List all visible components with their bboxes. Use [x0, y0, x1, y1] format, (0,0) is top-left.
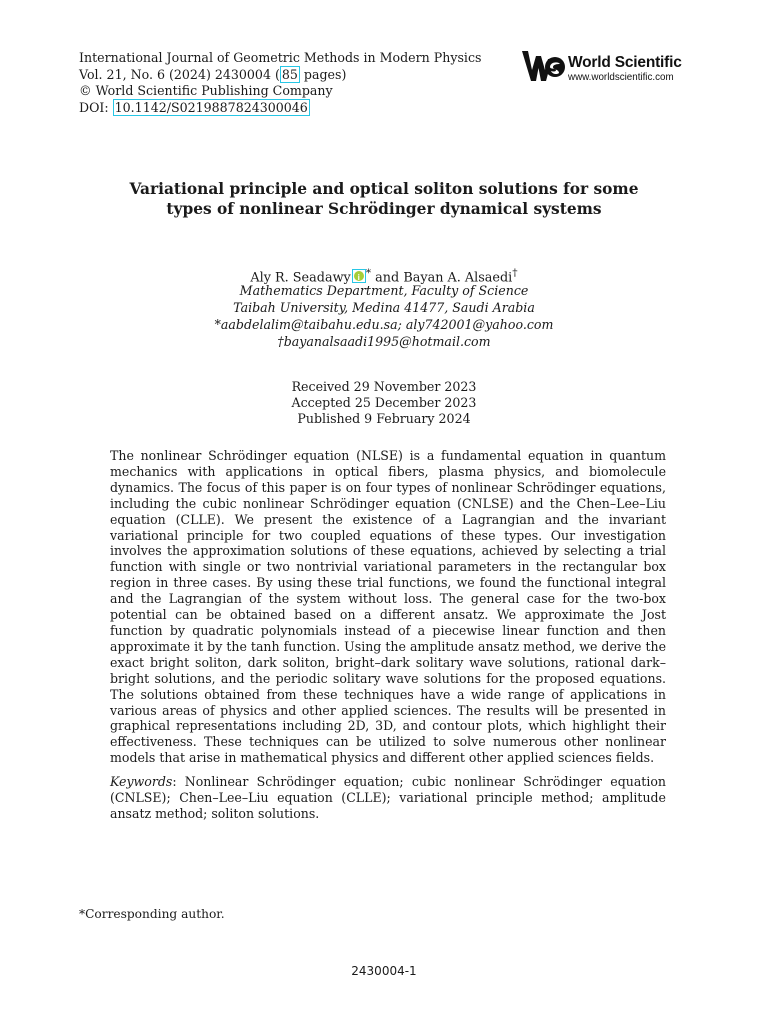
affiliation-department: Mathematics Department, Faculty of Science	[239, 283, 529, 298]
doi-line: DOI: 10.1142/S0219887824300046	[79, 99, 308, 115]
author-2-mark: †	[512, 266, 518, 279]
page-number: 2430004-1	[351, 964, 417, 978]
keywords-label: Keywords	[110, 774, 173, 789]
footnote: *Corresponding author.	[79, 907, 225, 921]
keywords	[110, 774, 666, 822]
author-2-email: †bayanalsaadi1995@hotmail.com	[277, 334, 491, 349]
author-1-mark: *	[365, 266, 372, 279]
accepted-date: Accepted 25 December 2023	[291, 395, 477, 410]
publisher-url[interactable]: www.worldscientific.com	[568, 72, 674, 83]
title-line-2: types of nonlinear Schrödinger dynamical systems	[166, 200, 602, 218]
affiliation-university: Taibah University, Medina 41477, Saudi Arabia	[233, 300, 535, 315]
world-scientific-logo-icon	[520, 48, 566, 84]
keywords-text: : Nonlinear Schrödinger equation; cubic nonlinear Schrödinger equation (CNLSE); Chen–Lee–Liu equation (CLLE); variational principle method; amplitude ansatz method; soliton solutions.	[110, 774, 666, 821]
publisher-name: World Scientific	[568, 54, 682, 71]
publication-dates	[0, 379, 768, 427]
received-date: Received 29 November 2023	[291, 379, 477, 394]
affiliation	[0, 282, 768, 350]
doi-link[interactable]: 10.1142/S0219887824300046	[114, 99, 308, 115]
title-line-1: Variational principle and optical soliton solutions for some	[129, 180, 639, 198]
volume-info: Vol. 21, No. 6 (2024) 2430004 ( 85 pages)	[79, 66, 347, 82]
author-1: Aly R. Seadawy	[250, 270, 351, 286]
copyright: © World Scientific Publishing Company	[79, 83, 333, 98]
journal-header	[79, 50, 481, 116]
author-connector: and	[371, 270, 404, 286]
paper-title	[0, 179, 768, 219]
page-count-link[interactable]: 85	[281, 66, 298, 82]
published-date: Published 9 February 2024	[297, 411, 471, 426]
world-scientific-logo	[520, 48, 700, 88]
journal-name: International Journal of Geometric Methods in Modern Physics	[79, 50, 482, 65]
abstract: The nonlinear Schrödinger equation (NLSE) is a fundamental equation in quantum mechanics with applications in optical fibers, plasma physics, and biomolecule dynamics. The focus of this paper is on four types of nonlinear Schrödinger equations, including the cubic nonlinear Schrödinger equation (CNLSE) and the Chen–Lee–Liu equation (CLLE). We present the existence of a Lagrangian and the invariant variational principle for two coupled equations of these types. Our investigation involves the approximation solutions of these equations, achieved by selecting a trial function with single or two nontrivial variational parameters in the rectangular box region in three cases. By using these trial functions, we found the functional integral and the Lagrangian of the system without loss. The general case for the two-box potential can be obtained based on a different ansatz. We approximate the Jost function by quadratic polynomials instead of a piecewise linear function and then approximate it by the tanh function. Using the amplitude ansatz method, we derive the exact bright soliton, dark soliton, bright–dark solitary wave solutions, rational dark–bright solutions, and the periodic solitary wave solutions for the proposed equations. The solutions obtained from these techniques have a wide range of applications in various areas of physics and other applied sciences. The results will be presented in graphical representations including 2D, 3D, and contour plots, which highlight their effectiveness. These techniques can be utilized to solve numerous other nonlinear models that arise in mathematical physics and different other applied sciences fields.	[110, 448, 666, 766]
author-2: Bayan A. Alsaedi	[403, 270, 513, 286]
author-1-emails: *aabdelalim@taibahu.edu.sa; aly742001@yahoo.com	[214, 317, 554, 332]
